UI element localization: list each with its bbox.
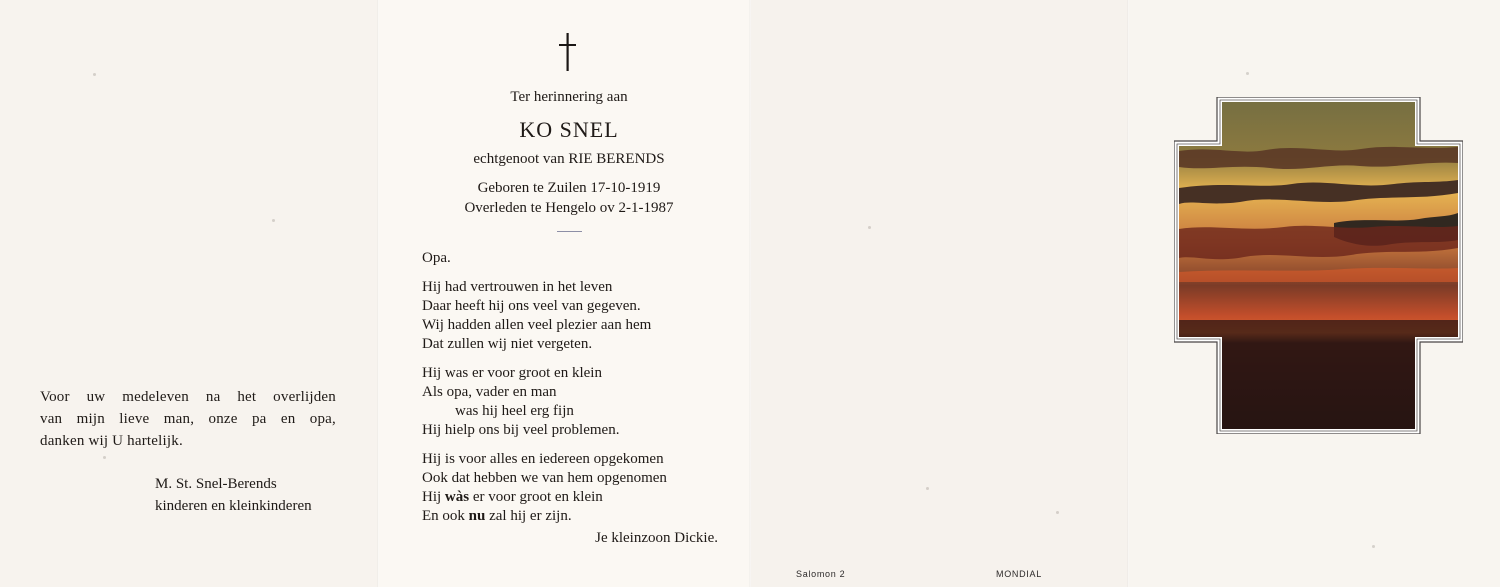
poem-fragment: Hij	[422, 489, 445, 505]
deceased-name: KO SNEL	[519, 117, 619, 142]
poem-signature: Je kleinzoon Dickie.	[595, 530, 718, 546]
thank-you-note	[40, 386, 336, 452]
paper-speck	[1372, 545, 1375, 548]
poem-emphasis: nu	[468, 508, 486, 524]
back-panel	[750, 0, 1128, 587]
poem-fragment: En ook	[422, 508, 469, 524]
thank-you-line: van mijn lieve man, onze pa en opa,	[40, 411, 336, 427]
stanza-gap	[422, 354, 667, 364]
poem-line: Hij had vertrouwen in het leven	[422, 279, 613, 295]
poem-line: Ook dat hebben we van hem opgenomen	[422, 470, 667, 486]
poem-line-emphasis	[422, 507, 667, 526]
poem-line: Als opa, vader en man	[422, 384, 557, 400]
birth-line: Geboren te Zuilen 17-10-1919	[477, 180, 661, 196]
poem-emphasis: wàs	[444, 489, 470, 505]
poem-salutation: Opa.	[422, 250, 451, 266]
printer-brand: MONDIAL	[996, 569, 1042, 579]
sunset-photo	[1174, 97, 1463, 434]
family-line: kinderen en kleinkinderen	[155, 498, 312, 514]
spouse-line: echtgenoot van RIE BERENDS	[473, 151, 665, 167]
printer-code: Salomon 2	[796, 569, 846, 579]
memorial-intro: Ter herinnering aan	[510, 89, 628, 105]
poem-fragment: er voor groot en klein	[469, 489, 603, 505]
paper-speck	[926, 487, 929, 490]
paper-speck	[1056, 511, 1059, 514]
poem-line: was hij heel erg fijn	[455, 403, 574, 419]
fold-line	[1127, 0, 1129, 587]
poem-line: Wij hadden allen veel plezier aan hem	[422, 317, 652, 333]
poem-line: Dat zullen wij niet vergeten.	[422, 336, 593, 352]
poem	[422, 249, 667, 526]
poem-fragment: zal hij er zijn.	[485, 508, 572, 524]
paper-speck	[868, 226, 871, 229]
paper-speck	[1246, 72, 1249, 75]
stanza-gap	[422, 440, 667, 450]
poem-line-emphasis	[422, 488, 667, 507]
cross-icon	[557, 33, 579, 71]
paper-speck	[93, 73, 96, 76]
divider	[557, 231, 582, 232]
thank-you-line: Voor uw medeleven na het overlijden	[40, 389, 336, 405]
poem-line: Hij is voor alles en iedereen opgekomen	[422, 451, 664, 467]
death-line: Overleden te Hengelo ov 2-1-1987	[464, 200, 674, 216]
paper-speck	[103, 456, 106, 459]
stanza-gap	[422, 268, 667, 278]
thank-you-line: danken wij U hartelijk.	[40, 433, 183, 449]
family-signoff	[155, 473, 312, 517]
widow-name: M. St. Snel-Berends	[155, 476, 277, 492]
paper-speck	[272, 219, 275, 222]
poem-line: Hij hielp ons bij veel problemen.	[422, 422, 620, 438]
poem-line: Hij was er voor groot en klein	[422, 365, 602, 381]
poem-line: Daar heeft hij ons veel van gegeven.	[422, 298, 641, 314]
